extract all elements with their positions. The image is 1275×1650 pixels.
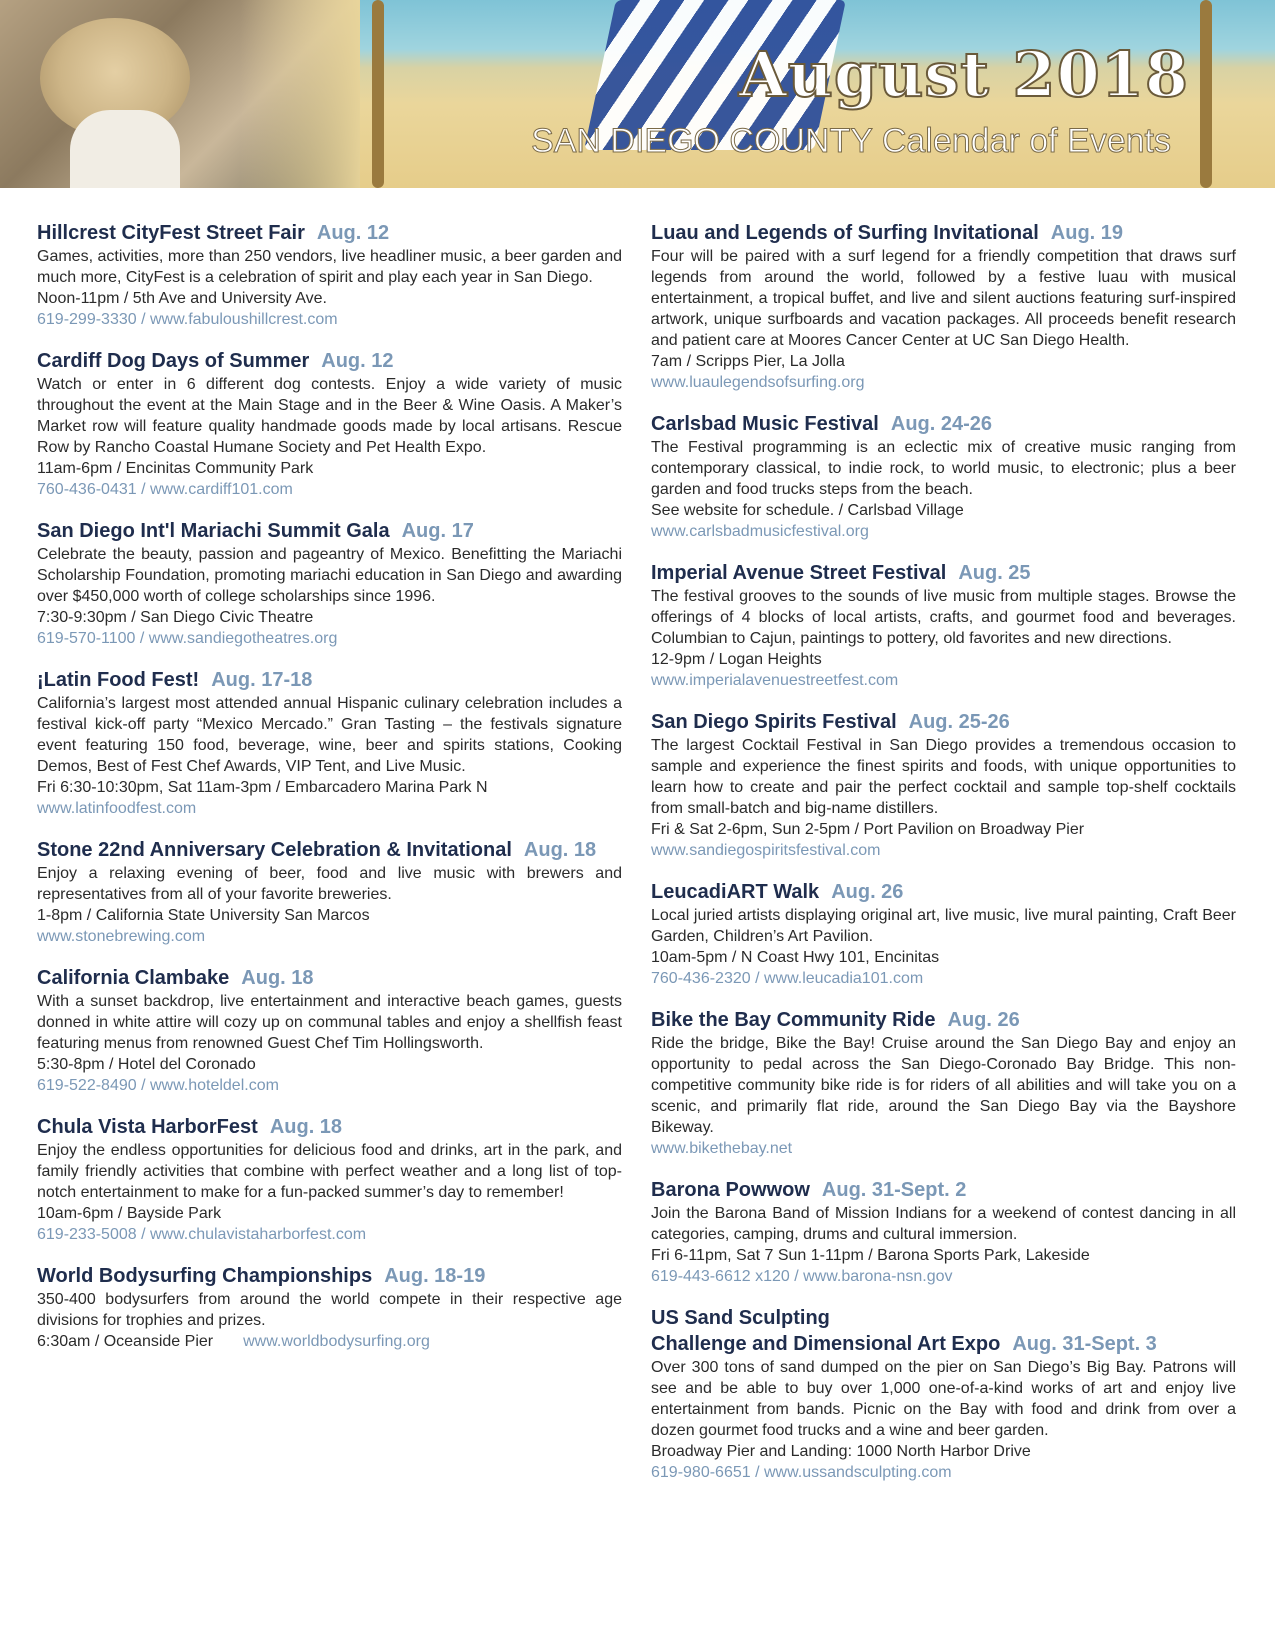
event-description: Enjoy a relaxing evening of beer, food and live music with brewers and representatives from all of your favorite breweries. (37, 865, 622, 903)
event-time-location: 7:30-9:30pm / San Diego Civic Theatre (37, 609, 314, 626)
event-time-location: 1-8pm / California State University San Marcos (37, 907, 370, 924)
event-title-row (37, 965, 622, 991)
event-title-row (651, 220, 1236, 246)
event-description: Ride the bridge, Bike the Bay! Cruise around the San Diego Bay and enjoy an opportunity to pedal across the San Diego-Coronado Bay Bridge. This non-competitive community bike ride is for riders of all abilities and will take you on a scenic, and primarily flat ride, around the San Diego Bay via the Bayshore Bikeway. (651, 1035, 1236, 1136)
event-contact-link[interactable]: 619-233-5008 / www.chulavistaharborfest.com (37, 1226, 367, 1243)
shirt-shape (70, 110, 180, 188)
event-contact-link[interactable]: 619-980-6651 / www.ussandsculpting.com (651, 1464, 952, 1481)
event-time-location: 10am-6pm / Bayside Park (37, 1205, 222, 1222)
banner-subtitle: SAN DIEGO COUNTY Calendar of Events (531, 122, 1171, 160)
event-title-row (651, 709, 1236, 735)
event-time-location (37, 1331, 622, 1352)
event-title: Carlsbad Music Festival (651, 413, 879, 435)
event-title-row (37, 518, 622, 544)
event-description: The Festival programming is an eclectic mix of creative music ranging from contemporary classical, to indie rock, to world music, to electronic; plus a beer garden and food trucks steps from the beach. (651, 439, 1236, 498)
event-contact-link[interactable]: www.bikethebay.net (651, 1140, 793, 1157)
event-title-row (37, 1114, 622, 1140)
event-contact-link[interactable]: 619-299-3330 / www.fabuloushillcrest.com (37, 311, 338, 328)
event-date: Aug. 18-19 (384, 1265, 486, 1287)
event-listing (37, 220, 622, 330)
event-contact-link[interactable]: www.stonebrewing.com (37, 928, 206, 945)
event-contact-link[interactable]: 760-436-0431 / www.cardiff101.com (37, 481, 293, 498)
event-description: Enjoy the endless opportunities for delicious food and drinks, art in the park, and family friendly activities that combine with perfect weather and a long list of top-notch entertainment to make for a fun-packed summer’s day to remember! (37, 1142, 622, 1201)
palm-trunk-right (1200, 0, 1212, 188)
header-banner (0, 0, 1275, 188)
event-date: Aug. 17 (401, 520, 474, 542)
event-listing (37, 518, 622, 649)
photo-fade (240, 0, 360, 188)
event-time-location: See website for schedule. / Carlsbad Village (651, 502, 964, 519)
event-description: 350-400 bodysurfers from around the world compete in their respective age divisions for trophies and prizes. (37, 1291, 622, 1329)
event-time-location: Fri 6-11pm, Sat 7 Sun 1-11pm / Barona Sports Park, Lakeside (651, 1247, 1090, 1264)
event-description: California’s largest most attended annual Hispanic culinary celebration includes a festival kick-off party “Mexico Mercado.” Gran Tasting – the festivals signature event featuring 150 food, beverage, wine, beer and spirits stations, Cooking Demos, Best of Fest Chef Awards, VIP Tent, and Live Music. (37, 695, 622, 775)
event-title-row (651, 411, 1236, 437)
event-listing (651, 220, 1236, 393)
event-listing (37, 667, 622, 819)
event-date: Aug. 12 (321, 350, 394, 372)
event-title-row (651, 1007, 1236, 1033)
event-listing (651, 1305, 1236, 1483)
event-date: Aug. 24-26 (890, 413, 993, 435)
event-title-row (37, 220, 622, 246)
event-contact-link[interactable]: www.imperialavenuestreetfest.com (651, 672, 899, 689)
event-time-location-text: 6:30am / Oceanside Pier (37, 1333, 214, 1350)
event-date: Aug. 26 (831, 881, 904, 903)
event-title-row (37, 667, 622, 693)
event-time-location: 5:30-8pm / Hotel del Coronado (37, 1056, 256, 1073)
event-description: Local juried artists displaying original art, live music, live mural painting, Craft Beer Garden, Children’s Art Pavilion. (651, 907, 1236, 945)
event-date: Aug. 31-Sept. 3 (1012, 1333, 1157, 1355)
event-description: Celebrate the beauty, passion and pageantry of Mexico. Benefitting the Mariachi Scholarship Foundation, promoting mariachi education in San Diego and awarding over $450,000 worth of college scholarships since 1996. (37, 546, 622, 605)
event-time-location: Fri & Sat 2-6pm, Sun 2-5pm / Port Pavilion on Broadway Pier (651, 821, 1085, 838)
right-event-column (651, 220, 1236, 1501)
event-title: Imperial Avenue Street Festival (651, 562, 947, 584)
event-title: Cardiff Dog Days of Summer (37, 350, 310, 372)
event-title: Luau and Legends of Surfing Invitational (651, 222, 1039, 244)
event-listing (651, 411, 1236, 542)
event-title: World Bodysurfing Championships (37, 1265, 373, 1287)
banner-month-year: August 2018 (738, 38, 1189, 111)
event-title: Bike the Bay Community Ride (651, 1009, 936, 1031)
event-listing (37, 1114, 622, 1245)
event-contact-link[interactable]: www.luaulegendsofsurfing.org (651, 374, 865, 391)
event-description: Over 300 tons of sand dumped on the pier on San Diego’s Big Bay. Patrons will see and be able to buy over 1,000 one-of-a-kind works of art and enjoy live entertainment from bands. Picnic on the Bay with food and drink from over a dozen gourmet food trucks and a wine and beer garden. (651, 1359, 1236, 1439)
event-listing (651, 709, 1236, 861)
event-listing (651, 560, 1236, 691)
event-contact-link[interactable]: 619-522-8490 / www.hoteldel.com (37, 1077, 279, 1094)
event-contact-link[interactable]: 619-570-1100 / www.sandiegotheatres.org (37, 630, 338, 647)
event-description: With a sunset backdrop, live entertainment and interactive beach games, guests donned in white attire will cozy up on communal tables and enjoy a shellfish feast featuring menus from renowned Guest Chef Tim Hollingsworth. (37, 993, 622, 1052)
event-listing (37, 837, 622, 947)
event-title-row (651, 1177, 1236, 1203)
event-title-row (37, 348, 622, 374)
event-title-row (651, 560, 1236, 586)
event-date: Aug. 18 (241, 967, 314, 989)
event-listing (37, 348, 622, 500)
event-title: Stone 22nd Anniversary Celebration & Invitational (37, 839, 512, 861)
event-date: Aug. 18 (269, 1116, 343, 1138)
event-contact-link[interactable]: www.sandiegospiritsfestival.com (651, 842, 881, 859)
event-title-row (37, 837, 622, 863)
event-time-location: 10am-5pm / N Coast Hwy 101, Encinitas (651, 949, 940, 966)
event-date: Aug. 17-18 (211, 669, 313, 691)
event-title: LeucadiART Walk (651, 881, 820, 903)
event-title: San Diego Int'l Mariachi Summit Gala (37, 520, 390, 542)
event-title: Barona Powwow (651, 1179, 810, 1201)
event-date: Aug. 26 (947, 1009, 1020, 1031)
event-date: Aug. 25-26 (908, 711, 1010, 733)
event-date: Aug. 25 (958, 562, 1031, 584)
palm-trunk-left (372, 0, 384, 188)
event-date: Aug. 19 (1050, 222, 1124, 244)
event-contact-link[interactable]: 619-443-6612 x120 / www.barona-nsn.gov (651, 1268, 953, 1285)
event-date: Aug. 31-Sept. 2 (821, 1179, 967, 1201)
event-title-row (37, 1263, 622, 1289)
event-title: ¡Latin Food Fest! (37, 669, 200, 691)
event-description: The festival grooves to the sounds of live music from multiple stages. Browse the offerings of 4 blocks of local artists, crafts, and gourmet food and beverages. Columbian to Cajun, paintings to pottery, old favorites and new directions. (651, 588, 1236, 647)
event-time-location: 7am / Scripps Pier, La Jolla (651, 353, 845, 370)
event-description: Games, activities, more than 250 vendors, live headliner music, a beer garden and much more, CityFest is a celebration of spirit and play each year in San Diego. (37, 248, 622, 286)
event-time-location: Noon-11pm / 5th Ave and University Ave. (37, 290, 327, 307)
event-time-location: 11am-6pm / Encinitas Community Park (37, 460, 314, 477)
event-title-row (651, 879, 1236, 905)
woman-in-sunhat-photo (0, 0, 360, 188)
event-contact-link[interactable]: www.carlsbadmusicfestival.org (651, 523, 869, 540)
event-listing (651, 1007, 1236, 1159)
event-contact-link[interactable]: www.latinfoodfest.com (37, 800, 197, 817)
event-title: Chula Vista HarborFest (37, 1116, 258, 1138)
event-contact-link[interactable]: 760-436-2320 / www.leucadia101.com (651, 970, 924, 987)
event-description: Four will be paired with a surf legend for a friendly competition that draws surf legends from around the world, followed by a festive luau with musical entertainment, a tropical buffet, and live and silent auctions featuring surf-inspired artwork, unique surfboards and vacation packages. All proceeds benefit research and patient care at Moores Cancer Center at UC San Diego Health. (651, 248, 1236, 349)
event-time-location: Broadway Pier and Landing: 1000 North Harbor Drive (651, 1443, 1031, 1460)
event-listing (37, 1263, 622, 1352)
event-time-location: Fri 6:30-10:30pm, Sat 11am-3pm / Embarcadero Marina Park N (37, 779, 488, 796)
event-listing (37, 965, 622, 1096)
event-listing (651, 1177, 1236, 1287)
event-listing (651, 879, 1236, 989)
event-date: Aug. 18 (523, 839, 597, 861)
event-description: Watch or enter in 6 different dog contests. Enjoy a wide variety of music throughout the event at the Main Stage and in the Beer & Wine Oasis. A Maker’s Market row will feature quality handmade goods made by local artisans. Rescue Row by Rancho Coastal Humane Society and Pet Health Expo. (37, 376, 622, 456)
event-title: Challenge and Dimensional Art Expo (651, 1333, 1001, 1355)
event-title: California Clambake (37, 967, 230, 989)
event-time-location: 12-9pm / Logan Heights (651, 651, 822, 668)
event-title-line-1: US Sand Sculpting (651, 1307, 830, 1329)
event-title: San Diego Spirits Festival (651, 711, 897, 733)
event-description: Join the Barona Band of Mission Indians for a weekend of contest dancing in all categories, camping, drums and cultural immersion. (651, 1205, 1236, 1243)
event-date: Aug. 12 (316, 222, 390, 244)
event-description: The largest Cocktail Festival in San Diego provides a tremendous occasion to sample and experience the finest spirits and foods, with unique opportunities to learn how to create and pair the perfect cocktail and sample top-shelf cocktails from small-batch and big-name distillers. (651, 737, 1236, 817)
event-contact-link[interactable]: www.worldbodysurfing.org (243, 1333, 430, 1350)
left-event-column (37, 220, 622, 1370)
event-title: Hillcrest CityFest Street Fair (37, 222, 305, 244)
event-title-row (651, 1331, 1236, 1357)
